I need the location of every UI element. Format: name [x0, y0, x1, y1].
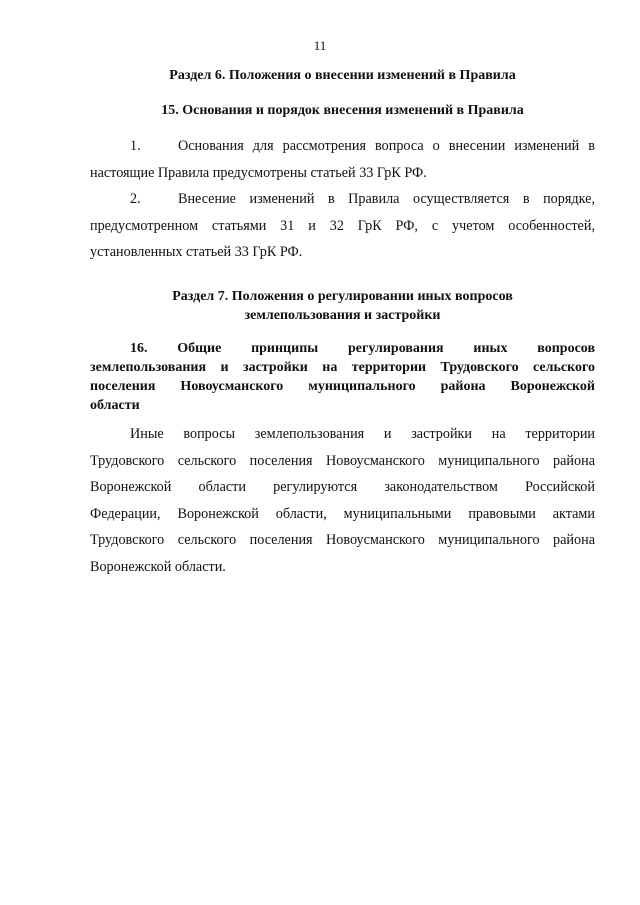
subsection-16-line: поселения Новоусманского муниципального района Воронежской — [90, 379, 595, 394]
paragraph-line: Федерации, Воронежской области, муниципальными правовыми актами — [90, 505, 595, 522]
item-2-paragraph — [90, 186, 595, 266]
subsection-16-line: землепользования и застройки на территории Трудовского сельского — [90, 360, 595, 375]
paragraph-line: предусмотренном статьями 31 и 32 ГрК РФ, с учетом особенностей, — [90, 217, 595, 234]
item-number: 2. — [130, 191, 141, 207]
paragraph-line: настоящие Правила предусмотрены статьей 33 ГрК РФ. — [90, 164, 427, 181]
line-text: Внесение изменений в Правила осуществляется в порядке, — [178, 191, 595, 207]
section-7-title-line-1: Раздел 7. Положения о регулировании иных вопросов — [172, 289, 513, 304]
page-number: 11 — [313, 38, 327, 53]
subsection-15-title: 15. Основания и порядок внесения изменений в Правила — [161, 103, 524, 118]
item-number: 1. — [130, 138, 141, 154]
subsection-16-line: области — [90, 398, 140, 413]
paragraph-line: Воронежской области. — [90, 558, 226, 575]
item-1-paragraph — [90, 133, 595, 186]
paragraph-line: Трудовского сельского поселения Новоусманского муниципального района — [90, 532, 595, 548]
paragraph-line: Иные вопросы землепользования и застройки на территории — [130, 426, 595, 442]
section-6-title: Раздел 6. Положения о внесении изменений в Правила — [169, 68, 516, 83]
section-7-title — [90, 287, 595, 325]
subsection-16-title — [90, 339, 595, 415]
paragraph-line: Воронежской области регулируются законодательством Российской — [90, 479, 595, 495]
subsection-16-line: 16. Общие принципы регулирования иных вопросов — [130, 341, 595, 356]
paragraph-line: Трудовского сельского поселения Новоусманского муниципального района — [90, 452, 595, 469]
line-text: Основания для рассмотрения вопроса о внесении изменений в — [178, 138, 595, 154]
paragraph-line — [90, 186, 595, 213]
section-7-paragraph — [90, 421, 595, 580]
paragraph-line — [90, 133, 595, 160]
section-7-title-line-2: землепользования и застройки — [244, 308, 441, 323]
paragraph-line: установленных статьей 33 ГрК РФ. — [90, 244, 303, 260]
